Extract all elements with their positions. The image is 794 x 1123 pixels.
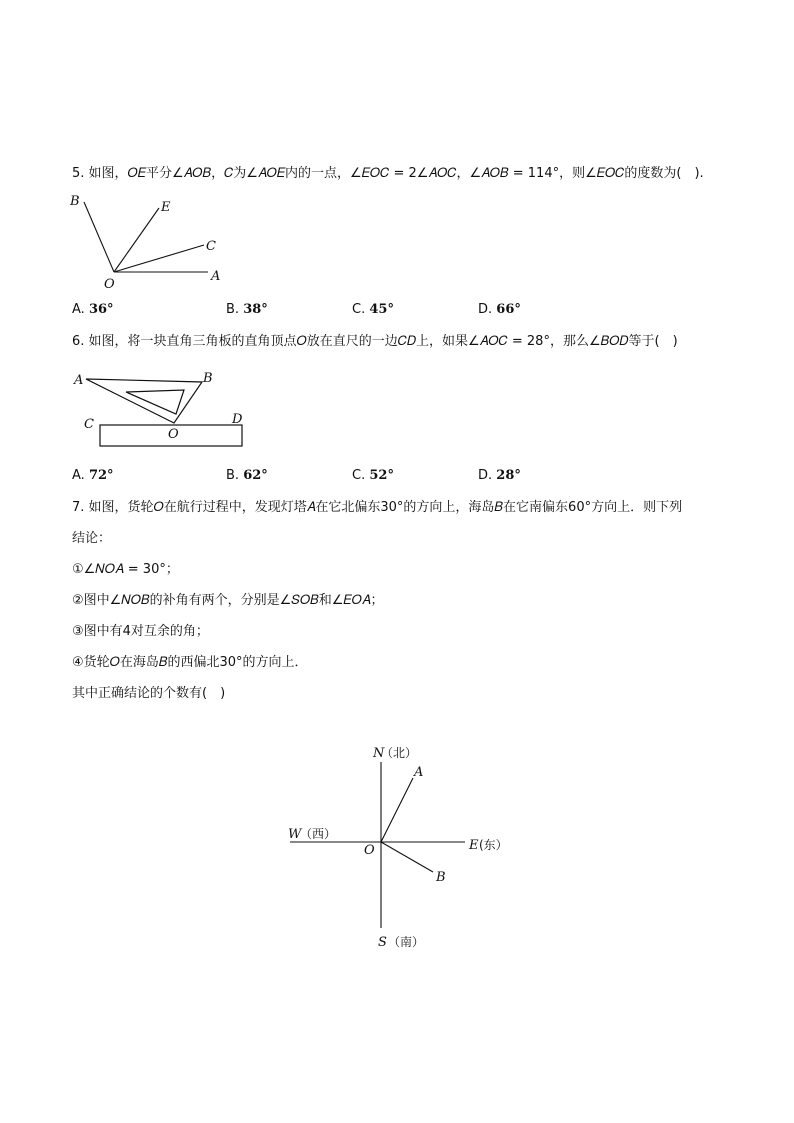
ray-OB [84, 202, 114, 272]
label-north-cn: （北） [381, 746, 418, 760]
q6-option-d[interactable]: D. 28° [478, 468, 521, 483]
q7-compass-figure [285, 740, 515, 955]
q7-conclusion-3: ③图中有4对互余的角； [72, 624, 209, 639]
label-D: D [232, 412, 243, 427]
q7-question: 其中正确结论的个数有( ) [72, 686, 226, 701]
label-E: E [469, 838, 479, 853]
label-E: E [161, 200, 171, 215]
label-C: C [84, 417, 94, 432]
label-south-cn: （南） [388, 935, 425, 949]
q7-conclusion-2: ②图中∠𝑁𝑂𝐵的补角有两个，分别是∠𝑆𝑂𝐵和∠𝐸𝑂𝐴； [72, 593, 384, 608]
label-B: B [70, 194, 80, 209]
label-O: O [364, 843, 375, 858]
label-W: W [288, 827, 302, 842]
label-A: A [74, 373, 84, 388]
ray-OA [381, 778, 413, 842]
ray-OE [114, 208, 159, 272]
q5-figure [66, 192, 226, 292]
label-C: C [206, 239, 216, 254]
q5-option-b[interactable]: B. 38° [226, 302, 268, 317]
label-A: A [414, 765, 424, 780]
label-O: O [104, 277, 115, 292]
q6-stem: 6. 如图，将一块直角三角板的直角顶点𝑂放在直尺的一边𝐶𝐷上，如果∠𝐴𝑂𝐶 = 28°，那么∠𝐵𝑂𝐷等于( ) [72, 334, 678, 349]
triangle-ruler-outer [86, 379, 202, 423]
label-west-cn: （西） [300, 827, 337, 841]
label-N: N [373, 746, 385, 761]
q6-figure [72, 366, 262, 448]
q6-option-b[interactable]: B. 62° [226, 468, 268, 483]
label-B: B [203, 371, 213, 386]
q6-option-c[interactable]: C. 52° [352, 468, 394, 483]
q6-option-a[interactable]: A. 72° [72, 468, 114, 483]
label-B: B [436, 870, 446, 885]
triangle-ruler-inner [126, 390, 184, 414]
ray-OB [381, 842, 433, 872]
q7-conclusion-4: ④货轮𝑂在海岛𝐵的西偏北30°的方向上． [72, 655, 308, 670]
q5-option-c[interactable]: C. 45° [352, 302, 394, 317]
label-S: S [378, 935, 387, 950]
label-O: O [168, 427, 179, 442]
q5-stem: 5. 如图，𝑂𝐸平分∠𝐴𝑂𝐵，𝐶为∠𝐴𝑂𝐸内的一点，∠𝐸𝑂𝐶 = 2∠𝐴𝑂𝐶，∠𝐴𝑂𝐵 = 114°，则∠𝐸𝑂𝐶的度数为( ). [72, 166, 704, 181]
q5-option-d[interactable]: D. 66° [478, 302, 521, 317]
q7-stem-line1: 7. 如图，货轮𝑂在航行过程中，发现灯塔𝐴在它北偏东30°的方向上，海岛𝐵在它南偏东60°方向上．则下列 [72, 500, 683, 515]
q5-option-a[interactable]: A. 36° [72, 302, 114, 317]
ray-OC [114, 245, 204, 272]
label-A: A [211, 269, 221, 284]
label-east-cn: (东） [479, 838, 508, 852]
q7-conclusion-1: ①∠𝑁𝑂𝐴 = 30°； [72, 562, 179, 577]
q7-stem-line2: 结论： [72, 531, 112, 546]
